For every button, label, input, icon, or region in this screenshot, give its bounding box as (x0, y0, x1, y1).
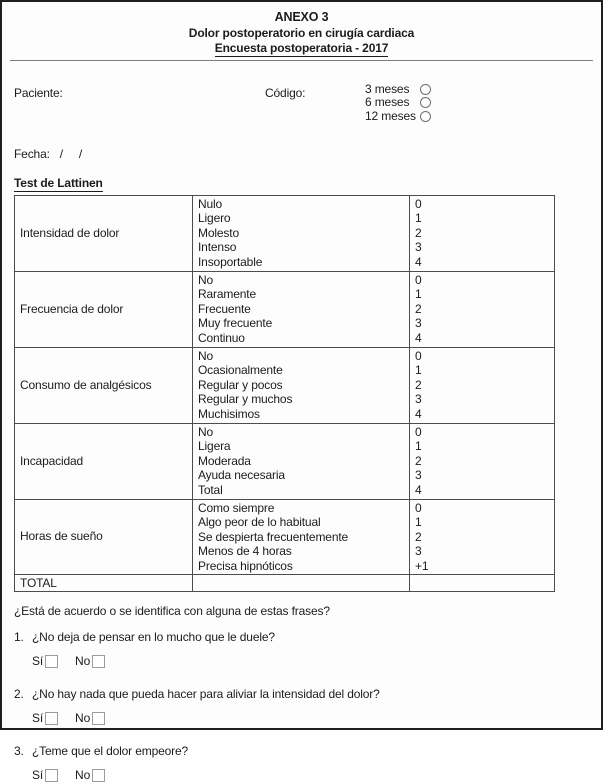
option-value: +1 (415, 558, 429, 573)
no-label: No (75, 768, 91, 783)
codigo-option-12-meses (365, 110, 431, 123)
option-value: 2 (415, 529, 422, 544)
option-value: 2 (415, 453, 422, 468)
options-cell (193, 423, 410, 499)
option-label: Intenso (198, 240, 237, 255)
no-group (75, 768, 105, 783)
option-value: 0 (415, 424, 422, 439)
radio-12-meses[interactable] (420, 111, 431, 122)
fecha-row (14, 147, 601, 162)
no-label: No (75, 654, 91, 669)
no-label: No (75, 711, 91, 726)
option-value: 4 (415, 482, 422, 497)
option-value: 2 (415, 377, 422, 392)
yes-group (32, 654, 58, 669)
codigo-option-label: 12 meses (365, 108, 416, 123)
table-row-sueno (15, 499, 555, 575)
option-value: 1 (415, 287, 422, 302)
options-cell (193, 347, 410, 423)
option-label: Como siempre (198, 500, 275, 515)
options-cell (193, 195, 410, 271)
option-value: 4 (415, 406, 422, 421)
option-label: Total (198, 482, 223, 497)
values-cell (410, 347, 555, 423)
option-value: 3 (415, 468, 422, 483)
q2-no-checkbox[interactable] (92, 712, 105, 725)
option-value: 0 (415, 196, 422, 211)
annex-title: ANEXO 3 (274, 10, 329, 24)
option-label: Raramente (198, 287, 257, 302)
option-value: 1 (415, 515, 422, 530)
table-title: Test de Lattinen (14, 175, 103, 190)
codigo-options-group (365, 83, 431, 124)
option-label: Algo peor de lo habitual (198, 515, 321, 530)
option-value: 3 (415, 316, 422, 331)
option-label: Insoportable (198, 255, 263, 269)
option-label: Precisa hipnóticos (198, 558, 293, 573)
total-value-cell[interactable] (410, 575, 555, 592)
form-title: Dolor postoperatorio en cirugía cardiaca (188, 25, 415, 40)
total-label: TOTAL (15, 575, 193, 592)
table-row-total (15, 575, 555, 592)
total-empty-cell (193, 575, 410, 592)
option-value: 0 (415, 500, 422, 515)
option-label: Frecuente (198, 301, 251, 316)
radio-6-meses[interactable] (420, 97, 431, 108)
form-subtitle: Encuesta postoperatoria - 2017 (214, 40, 389, 55)
question-number: 3. (14, 744, 24, 759)
category-label: Horas de sueño (15, 499, 193, 575)
table-row-intensidad (15, 195, 555, 271)
option-value: 1 (415, 211, 422, 226)
yes-group (32, 711, 58, 726)
codigo-option-3-meses (365, 83, 431, 96)
option-value: 4 (415, 255, 422, 269)
option-value: 3 (415, 240, 422, 255)
values-cell (410, 195, 555, 271)
option-label: Menos de 4 horas (198, 544, 292, 559)
question-3-answers (32, 768, 601, 783)
option-label: No (198, 424, 214, 439)
option-label: Nulo (198, 196, 223, 211)
option-value: 4 (415, 330, 422, 345)
category-label: Consumo de analgésicos (15, 347, 193, 423)
question-text: ¿No hay nada que pueda hacer para aliviar la intensidad del dolor? (32, 687, 380, 702)
values-cell (410, 271, 555, 347)
option-value: 1 (415, 363, 422, 378)
question-text: ¿Teme que el dolor empeore? (32, 744, 189, 759)
options-cell (193, 271, 410, 347)
q3-yes-checkbox[interactable] (45, 769, 58, 782)
option-value: 3 (415, 392, 422, 407)
q1-yes-checkbox[interactable] (45, 655, 58, 668)
table-row-analgesicos (15, 347, 555, 423)
codigo-option-6-meses (365, 96, 431, 109)
option-value: 3 (415, 544, 422, 559)
question-3 (14, 744, 601, 759)
option-label: Ligera (198, 439, 231, 454)
no-group (75, 654, 105, 669)
category-label: Incapacidad (15, 423, 193, 499)
q1-no-checkbox[interactable] (92, 655, 105, 668)
values-cell (410, 499, 555, 575)
option-value: 2 (415, 301, 422, 316)
table-row-frecuencia (15, 271, 555, 347)
option-label: Muy frecuente (198, 316, 273, 331)
values-cell (410, 423, 555, 499)
no-group (75, 711, 105, 726)
lattinen-table (14, 195, 555, 593)
option-label: Molesto (198, 225, 239, 240)
option-label: Ayuda necesaria (198, 468, 285, 483)
q2-yes-checkbox[interactable] (45, 712, 58, 725)
fecha-field[interactable]: / / (59, 146, 83, 161)
codigo-option-label: 6 meses (365, 95, 410, 110)
options-cell (193, 499, 410, 575)
questions-intro: ¿Está de acuerdo o se identifica con alguna de estas frases? (14, 604, 330, 619)
codigo-label: Código: (265, 85, 306, 100)
question-2-answers (32, 711, 601, 726)
option-label: Continuo (198, 330, 245, 345)
fecha-label: Fecha: (14, 146, 50, 161)
q3-no-checkbox[interactable] (92, 769, 105, 782)
yes-label: Sí (32, 654, 44, 669)
option-label: Se despierta frecuentemente (198, 529, 349, 544)
question-1 (14, 630, 601, 645)
option-label: No (198, 348, 214, 363)
yes-group (32, 768, 58, 783)
option-label: Muchisimos (198, 406, 260, 421)
form-header (2, 2, 601, 57)
question-text: ¿No deja de pensar en lo mucho que le duele? (32, 630, 275, 645)
codigo-option-label: 3 meses (365, 81, 410, 96)
question-number: 1. (14, 630, 24, 645)
question-2 (14, 687, 601, 702)
option-label: Regular y pocos (198, 377, 283, 392)
option-label: Ocasionalmente (198, 363, 283, 378)
option-label: Moderada (198, 453, 251, 468)
radio-3-meses[interactable] (420, 84, 431, 95)
option-value: 0 (415, 272, 422, 287)
option-value: 0 (415, 348, 422, 363)
question-1-answers (32, 654, 601, 669)
table-row-incapacidad (15, 423, 555, 499)
paciente-label: Paciente: (14, 85, 63, 100)
option-value: 1 (415, 439, 422, 454)
option-label: Ligero (198, 211, 231, 226)
option-label: No (198, 272, 214, 287)
option-label: Regular y muchos (198, 392, 293, 407)
patient-info-section (2, 61, 601, 129)
category-label: Intensidad de dolor (15, 195, 193, 271)
yes-label: Sí (32, 711, 44, 726)
option-value: 2 (415, 225, 422, 240)
question-number: 2. (14, 687, 24, 702)
yes-label: Sí (32, 768, 44, 783)
category-label: Frecuencia de dolor (15, 271, 193, 347)
